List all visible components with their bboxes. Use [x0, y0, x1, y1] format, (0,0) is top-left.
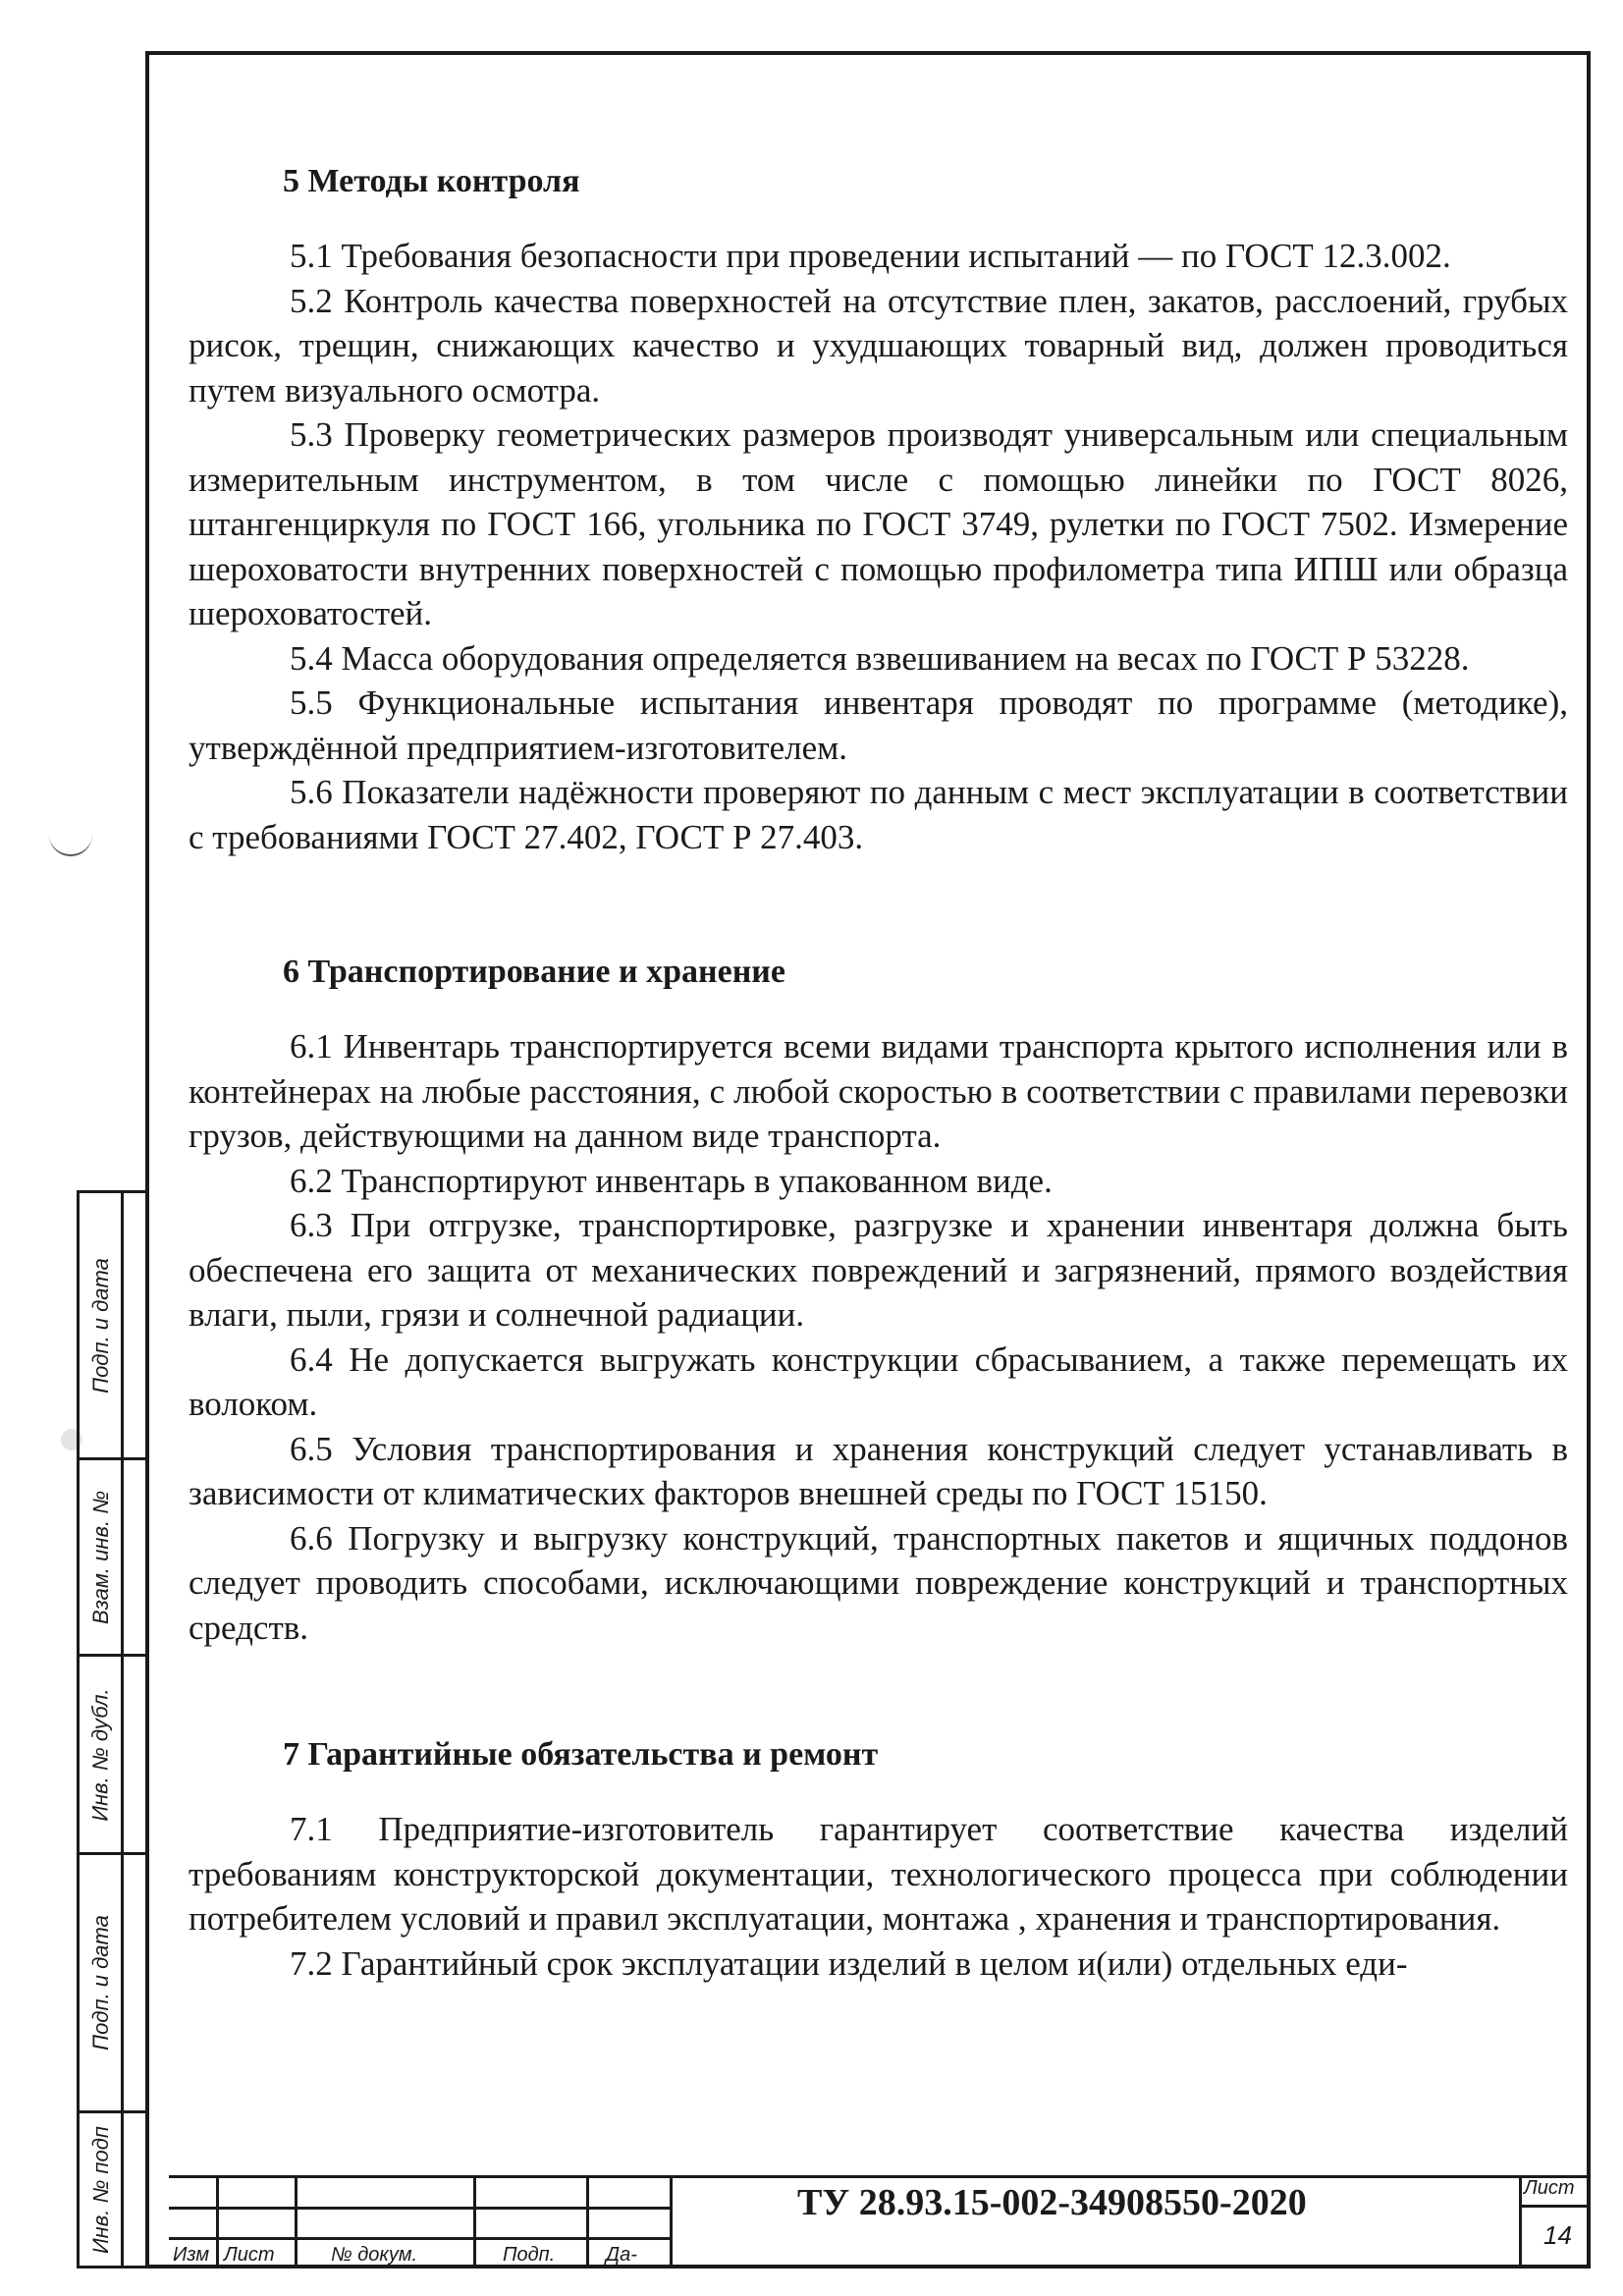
side-stamp-cell	[77, 1852, 147, 2110]
paragraph: 5.6 Показатели надёжности проверяют по данным с мест эксплуатации в соответствии с требованиями ГОСТ 27.402, ГОСТ Р 27.403.	[189, 773, 1568, 856]
paragraph: 5.2 Контроль качества поверхностей на отсутствие плен, закатов, расслоений, грубых рисок, трещин, снижающих качество и ухудшающих товарный вид, должен проводиться путем визуального осмотра.	[189, 281, 1568, 410]
paragraph: 5.1 Требования безопасности при проведении испытаний — по ГОСТ 12.3.002.	[290, 237, 1451, 275]
title-block	[169, 2175, 1591, 2269]
side-stamp-label: Подп. и дата	[88, 1915, 114, 2050]
side-stamp-label: Подп. и дата	[88, 1257, 114, 1394]
section-7	[189, 1730, 1568, 1986]
title-block-col-label: Изм	[173, 2244, 210, 2266]
punch-hole-mark	[49, 815, 92, 856]
paragraph: 7.1 Предприятие-изготовитель гарантирует соответствие качества изделий требованиям конструкторской документации, технологического процесса при соблюдении потребителем условий и правил эксплуатации, монтажа , хранения и транспортирования.	[189, 1810, 1568, 1938]
paragraph: 5.3 Проверку геометрических размеров производят универсальным или специальным измерительным инструментом, в том числе с помощью линейки по ГОСТ 8026, штангенциркуля по ГОСТ 166, угольника по ГОСТ 3749, рулетки по ГОСТ 7502. Измерение шероховатости внутренних поверхностей с помощью профилометра типа ИПШ или образца шероховатостей.	[189, 415, 1568, 632]
paragraph: 7.2 Гарантийный срок эксплуатации изделий в целом и(или) отдельных еди-	[290, 1943, 1408, 1983]
side-stamp	[77, 1190, 147, 2269]
paragraph: 6.6 Погрузку и выгрузку конструкций, транспортных пакетов и ящичных поддонов следует проводить способами, исключающими повреждение конструкций и транспортных средств.	[189, 1518, 1568, 1647]
title-block-col-label: Лист	[224, 2244, 275, 2266]
paragraph: 6.5 Условия транспортирования и хранения конструкций следует устанавливать в зависимости от климатических факторов внешней среды по ГОСТ 15150.	[189, 1429, 1568, 1512]
paragraph: 6.1 Инвентарь транспортируется всеми видами транспорта крытого исполнения или в контейнерах на любые расстояния, с любой скоростью в соответствии с правилами перевозки грузов, действующими на данном виде транспорта.	[189, 1027, 1568, 1155]
sheet-label: Лист	[1524, 2177, 1575, 2199]
side-stamp-label: Инв. № подп	[88, 2125, 114, 2254]
side-stamp-cell	[77, 1457, 147, 1654]
paragraph: 6.2 Транспортируют инвентарь в упакованном виде.	[290, 1161, 1053, 1200]
section-heading: 7 Гарантийные обязательства и ремонт	[283, 1736, 879, 1773]
paragraph: 5.4 Масса оборудования определяется взвешиванием на весах по ГОСТ Р 53228.	[290, 638, 1470, 678]
section-5	[189, 157, 1568, 859]
paragraph: 6.4 Не допускается выгружать конструкции сбрасыванием, а также перемещать их волоком.	[189, 1339, 1568, 1423]
section-6	[189, 948, 1568, 1650]
section-heading: 5 Методы контроля	[283, 163, 580, 199]
document-body	[189, 157, 1568, 1986]
title-block-col-label: Да-	[606, 2244, 637, 2266]
section-heading: 6 Транспортирование и хранение	[283, 954, 785, 990]
title-block-col-label: Подп.	[503, 2244, 556, 2266]
side-stamp-cell	[77, 2110, 147, 2269]
paragraph: 6.3 При отгрузке, транспортировке, разгрузке и хранении инвентаря должна быть обеспечена его защита от механических повреждений и загрязнений, прямого воздействия влаги, пыли, грязи и солнечной радиации.	[189, 1206, 1568, 1334]
title-block-col-label: № докум.	[331, 2244, 418, 2266]
side-stamp-cell	[77, 1654, 147, 1852]
side-stamp-label: Инв. № дубл.	[88, 1687, 113, 1822]
document-code: ТУ 28.93.15-002-34908550-2020	[797, 2182, 1307, 2223]
sheet-number: 14	[1543, 2220, 1572, 2250]
side-stamp-cell	[77, 1190, 147, 1457]
side-stamp-label: Взам. инв. №	[88, 1490, 114, 1624]
paragraph: 5.5 Функциональные испытания инвентаря проводят по программе (методике), утверждённой предприятием-изготовителем.	[189, 683, 1568, 767]
